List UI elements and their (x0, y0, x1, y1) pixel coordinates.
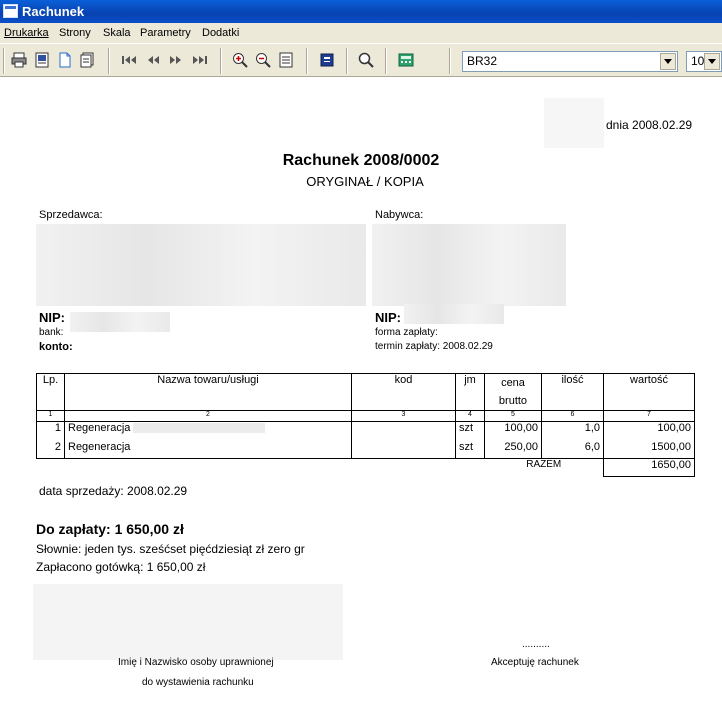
bank-label: bank: (39, 327, 64, 338)
seller-nip-label: NIP: (39, 310, 65, 325)
total-value: 1650,00 (604, 459, 695, 477)
konto-label: konto: (39, 341, 73, 353)
total-row-spacer (37, 459, 485, 477)
signature-right-dots: .......... (522, 639, 550, 650)
total-label: RAZEM (526, 459, 562, 470)
search-icon[interactable] (357, 51, 375, 69)
seller-label: Sprzedawca: (39, 209, 103, 221)
page-icon[interactable] (56, 51, 74, 69)
col-number: 4 (456, 411, 485, 422)
print-preview-icon[interactable] (33, 51, 51, 69)
payment-form-label: forma zapłaty: (375, 327, 438, 338)
redacted-buyer-nip (404, 304, 504, 324)
header-name: Nazwa towaru/usługi (65, 374, 352, 411)
first-page-icon[interactable] (120, 51, 138, 69)
redacted-signature-stamp (33, 584, 343, 660)
col-number: 2 (65, 411, 352, 422)
sale-date: data sprzedaży: 2008.02.29 (39, 484, 188, 498)
row-lp: 2 (37, 441, 65, 459)
zoom-out-icon[interactable] (254, 51, 272, 69)
chevron-down-icon[interactable] (704, 53, 720, 70)
page-width-icon[interactable] (277, 51, 295, 69)
row-name: Regeneracja (65, 441, 352, 459)
payment-term: termin zapłaty: 2008.02.29 (375, 341, 493, 352)
font-name-value: BR32 (467, 54, 498, 68)
toolbar-separator (306, 48, 308, 74)
total-row (37, 459, 695, 477)
col-number: 5 (485, 411, 542, 422)
row-qty: 1,0 (542, 422, 604, 441)
row-value: 1500,00 (604, 441, 695, 459)
menu-drukarka[interactable]: Drukarka (4, 27, 49, 39)
row-kod (352, 441, 456, 459)
row-qty: 6,0 (542, 441, 604, 459)
redacted-detail (133, 423, 265, 433)
row-kod (352, 422, 456, 441)
row-price: 250,00 (485, 441, 542, 459)
print-icon[interactable] (10, 51, 28, 69)
zoom-in-icon[interactable] (231, 51, 249, 69)
row-name-text: Regeneracja (68, 422, 131, 434)
header-value: wartość (604, 374, 695, 411)
document-page (0, 78, 722, 709)
header-price (485, 374, 542, 411)
buyer-label: Nabywca: (375, 209, 424, 221)
document-date: dnia 2008.02.29 (606, 118, 693, 132)
redacted-seller-nip (70, 312, 170, 332)
font-size-value: 10 (691, 54, 705, 68)
row-lp: 1 (37, 422, 65, 441)
items-table (36, 373, 695, 477)
font-size-select[interactable] (686, 51, 722, 72)
col-number: 6 (542, 411, 604, 422)
previous-page-icon[interactable] (144, 51, 162, 69)
table-row (37, 441, 695, 459)
window-title-bar (0, 0, 722, 23)
toolbar (0, 43, 722, 77)
column-number-row (37, 411, 695, 422)
menu-dodatki[interactable]: Dodatki (202, 27, 240, 39)
signature-left-line1: Imię i Nazwisko osoby uprawnionej (118, 657, 274, 668)
buyer-nip-label: NIP: (375, 310, 401, 325)
amount-in-words: Słownie: jeden tys. sześćset pięćdziesiąt zł zero gr (36, 542, 305, 556)
amount-due: Do zapłaty: 1 650,00 zł (36, 521, 184, 537)
header-qty: ilość (542, 374, 604, 411)
col-number: 7 (604, 411, 695, 422)
row-value: 100,00 (604, 422, 695, 441)
menu-parametry[interactable]: Parametry (140, 27, 191, 39)
header-lp: Lp. (37, 374, 65, 411)
pages-icon[interactable] (78, 51, 96, 69)
toolbar-separator (346, 48, 348, 74)
row-name (65, 422, 352, 441)
toolbar-grip (3, 48, 5, 74)
signature-left-line2: do wystawienia rachunku (142, 677, 254, 688)
menu-skala[interactable]: Skala (103, 27, 131, 39)
table-row (37, 422, 695, 441)
paid-cash: Zapłacono gotówką: 1 650,00 zł (36, 560, 206, 574)
header-price-line1: cena (501, 377, 525, 389)
col-number: 3 (352, 411, 456, 422)
calculator-icon[interactable] (397, 51, 415, 69)
font-name-select[interactable] (462, 51, 678, 72)
header-kod: kod (352, 374, 456, 411)
menu-strony[interactable]: Strony (59, 27, 91, 39)
document-title: Rachunek 2008/0002 (282, 152, 440, 169)
book-icon[interactable] (318, 51, 336, 69)
toolbar-separator (449, 48, 451, 74)
redacted-buyer-details (372, 224, 566, 306)
toolbar-separator (220, 48, 222, 74)
toolbar-separator (385, 48, 387, 74)
next-page-icon[interactable] (167, 51, 185, 69)
row-jm: szt (456, 441, 485, 459)
last-page-icon[interactable] (191, 51, 209, 69)
col-number: 1 (37, 411, 65, 422)
window-title: Rachunek (22, 4, 85, 19)
redacted-seller-details (36, 224, 366, 306)
header-jm: jm (456, 374, 485, 411)
header-price-line2: brutto (498, 395, 528, 407)
signature-right: Akceptuję rachunek (491, 657, 579, 668)
row-jm: szt (456, 422, 485, 441)
app-icon (3, 4, 18, 18)
menu-bar (0, 23, 722, 43)
document-subtitle: ORYGINAŁ / KOPIA (306, 174, 424, 189)
toolbar-separator (108, 48, 110, 74)
table-header-row (37, 374, 695, 411)
redacted-stamp (544, 98, 604, 148)
row-price: 100,00 (485, 422, 542, 441)
chevron-down-icon[interactable] (660, 53, 676, 70)
